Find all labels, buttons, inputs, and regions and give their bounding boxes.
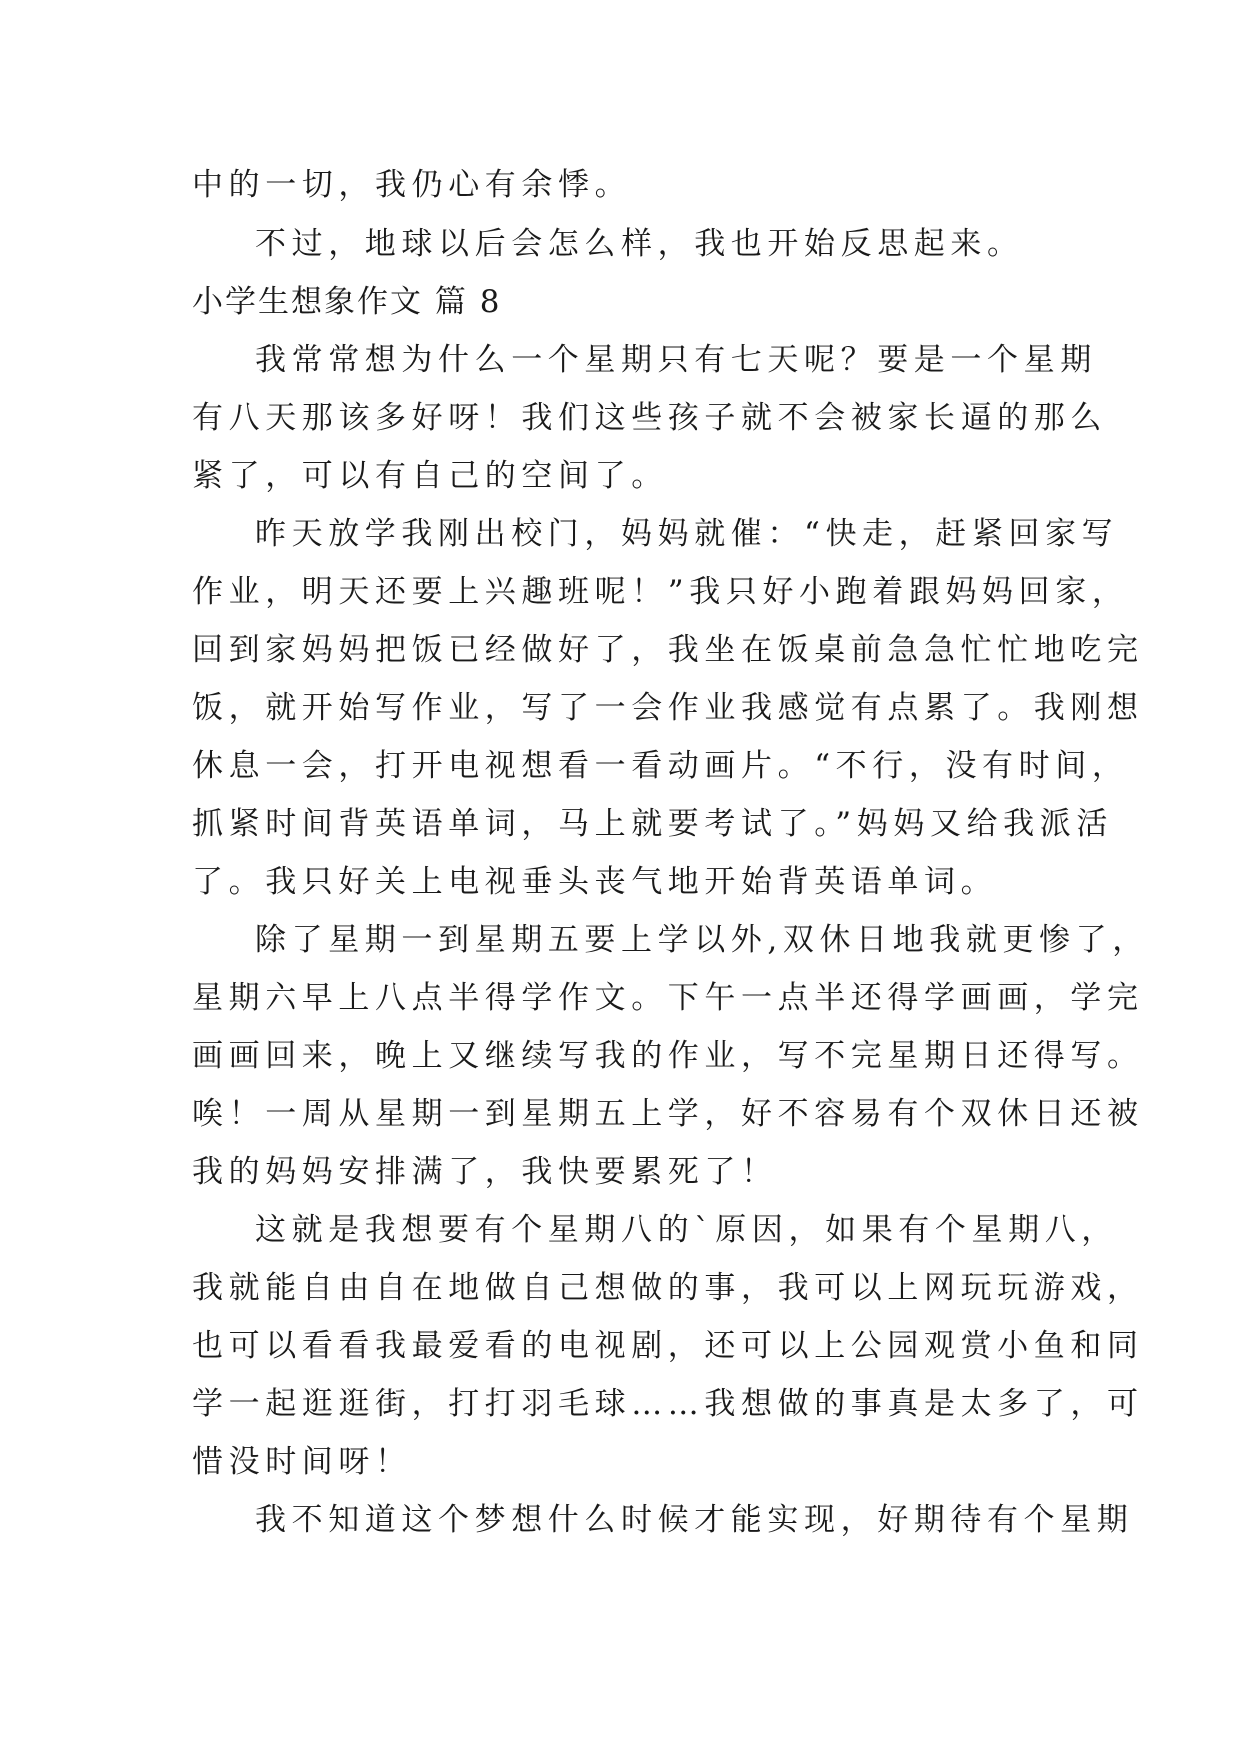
text-line: 休息一会，打开电视想看一看动画片。“不行，没有时间，	[192, 748, 1129, 784]
text-line: 也可以看看我最爱看的电视剧，还可以上公园观赏小鱼和同	[192, 1328, 1144, 1364]
text-line: 画画回来，晚上又继续写我的作业，写不完星期日还得写。	[192, 1038, 1144, 1074]
text-line: 我就能自由自在地做自己想做的事，我可以上网玩玩游戏，	[192, 1270, 1144, 1306]
text-line: 除了星期一到星期五要上学以外,双休日地我就更惨了，	[255, 922, 1149, 958]
text-line: 昨天放学我刚出校门，妈妈就催：“快走，赶紧回家写	[255, 516, 1119, 552]
text-line: 唉！一周从星期一到星期五上学，好不容易有个双休日还被	[192, 1096, 1144, 1132]
text-line: 紧了，可以有自己的空间了。	[192, 458, 668, 494]
text-line: 学一起逛逛街，打打羽毛球……我想做的事真是太多了，可	[192, 1386, 1144, 1422]
text-line: 我的妈妈安排满了，我快要累死了！	[192, 1154, 778, 1190]
text-line: 我常常想为什么一个星期只有七天呢？要是一个星期	[255, 342, 1097, 378]
text-line: 有八天那该多好呀！我们这些孩子就不会被家长逼的那么	[192, 400, 1107, 436]
text-line: 饭，就开始写作业，写了一会作业我感觉有点累了。我刚想	[192, 690, 1144, 726]
text-line: 我不知道这个梦想什么时候才能实现，好期待有个星期	[255, 1502, 1134, 1538]
section-title: 小学生想象作文 篇 8	[192, 284, 502, 320]
text-line: 抓紧时间背英语单词，马上就要考试了。”妈妈又给我派活	[192, 806, 1113, 842]
text-line: 回到家妈妈把饭已经做好了，我坐在饭桌前急急忙忙地吃完	[192, 632, 1144, 668]
text-line: 作业，明天还要上兴趣班呢！”我只好小跑着跟妈妈回家，	[192, 574, 1129, 610]
text-line: 惜没时间呀！	[192, 1444, 412, 1480]
text-line: 了。我只好关上电视垂头丧气地开始背英语单词。	[192, 864, 998, 900]
text-line: 中的一切，我仍心有余悸。	[192, 167, 632, 203]
text-line: 不过，地球以后会怎么样，我也开始反思起来。	[255, 226, 1024, 262]
text-line: 星期六早上八点半得学作文。下午一点半还得学画画，学完	[192, 980, 1144, 1016]
text-line: 这就是我想要有个星期八的`原因，如果有个星期八，	[255, 1212, 1118, 1248]
